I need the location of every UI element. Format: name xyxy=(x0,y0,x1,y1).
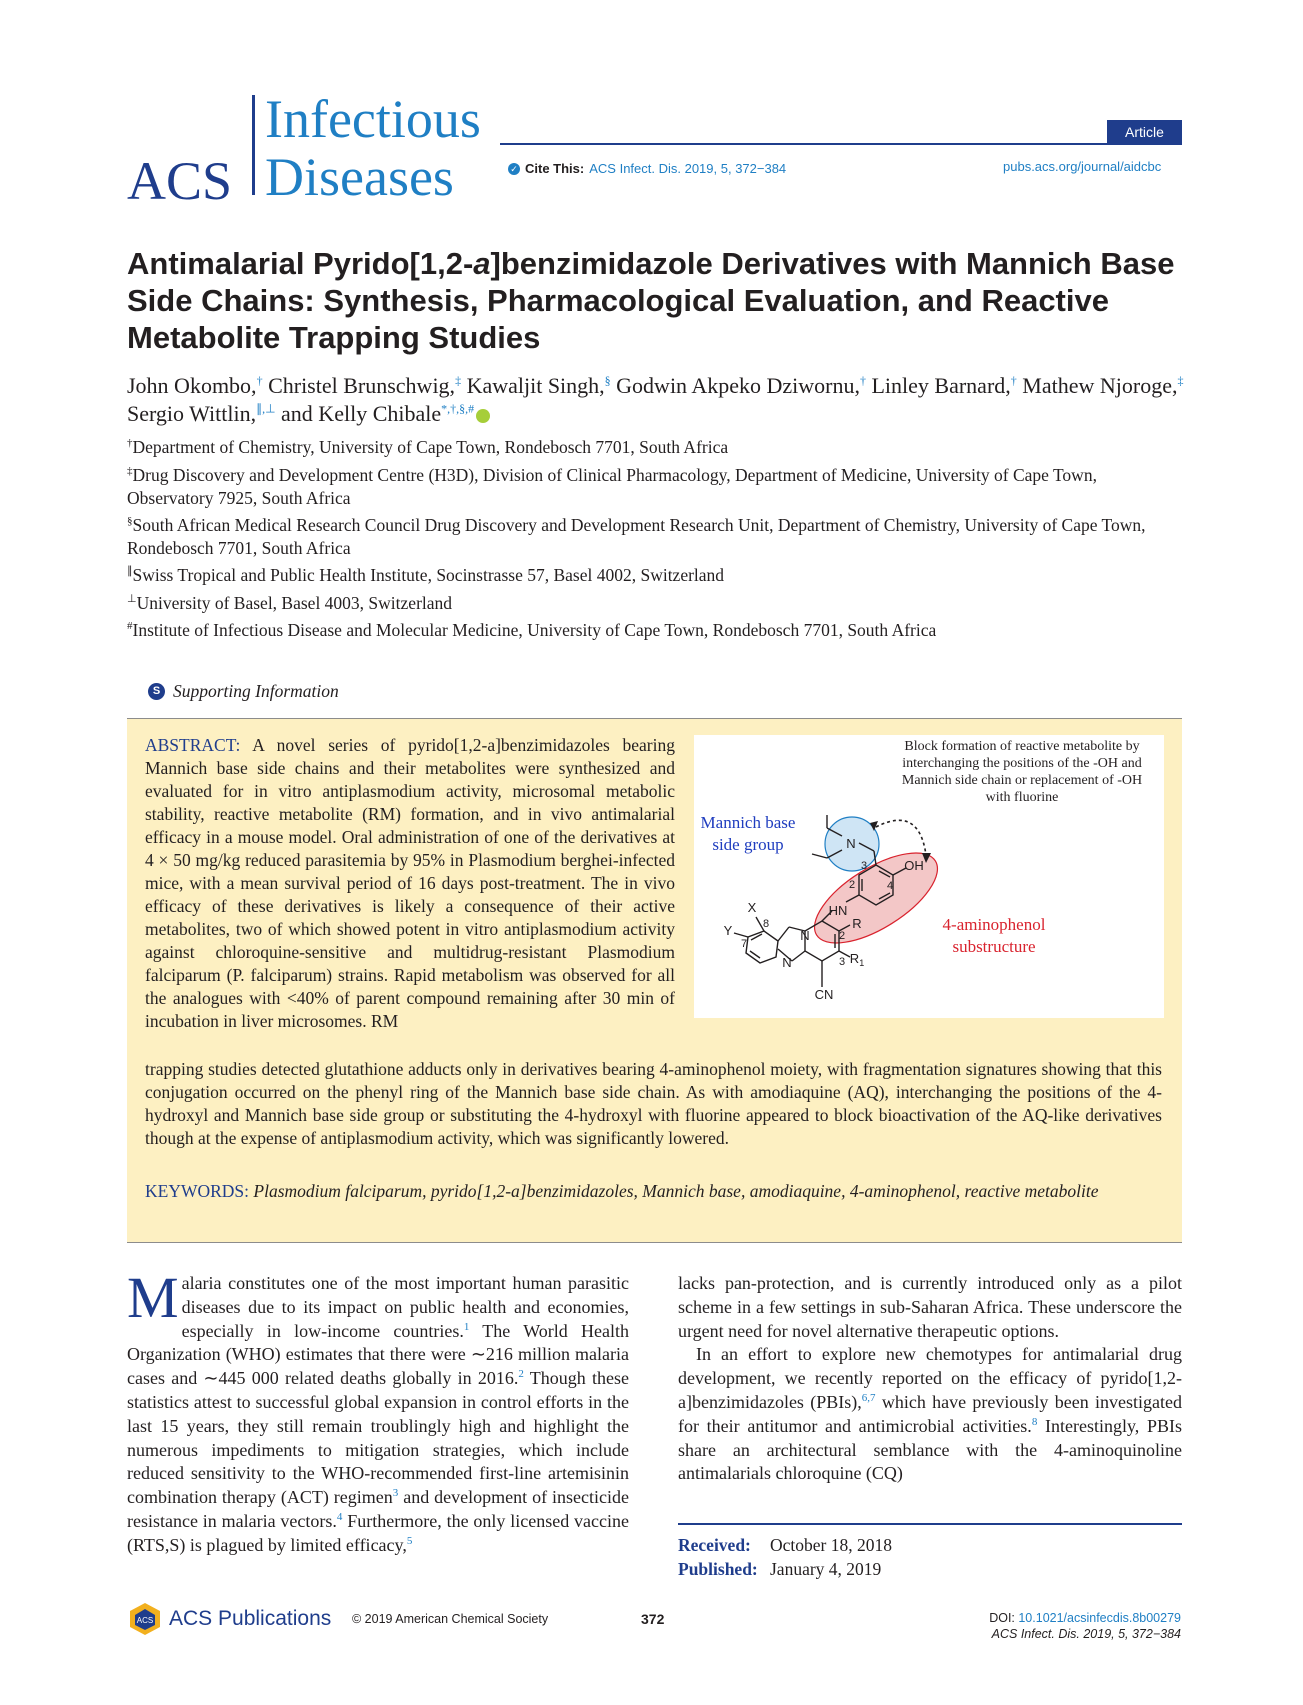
page-number: 372 xyxy=(641,1611,665,1627)
affiliation-text: South African Medical Research Council Drug Discovery and Development Research Unit, Department of Chemistry, University of Cape Town, Rondebosch 7701, South Africa xyxy=(127,515,1146,558)
author-name[interactable]: Godwin Akpeko Dziwornu, xyxy=(616,373,860,398)
received-date: October 18, 2018 xyxy=(770,1535,892,1555)
pos-3a: 3 xyxy=(860,860,868,872)
acs-hexagon-icon xyxy=(127,1601,163,1637)
atom-n-ring: N xyxy=(800,928,810,943)
pos-3b: 3 xyxy=(838,956,846,968)
author-name[interactable]: and Kelly Chibale xyxy=(281,401,442,426)
toc-graphic xyxy=(694,735,1164,1018)
journal-logo-line1: Infectious xyxy=(265,89,481,149)
affiliation-text: Drug Discovery and Development Centre (H3D), Division of Clinical Pharmacology, Department of Medicine, University of Cape Town, Observatory 7925, South Africa xyxy=(127,465,1097,508)
toc-structure-svg xyxy=(694,735,1164,1018)
mannich-label-line1: Mannich base xyxy=(700,813,796,832)
acs-publications-label: ACS Publications xyxy=(169,1607,332,1630)
mannich-label-line2: side group xyxy=(712,835,784,854)
pos-2a: 2 xyxy=(848,879,856,891)
abstract-text-1: A novel series of pyrido[1,2-a]benzimidazoles bearing Mannich base side chains and their metabolites were synthesized and evaluated for in vitro antiplasmodium activity, microsomal metabolic stability, reactive metabolite (RM) formation, and in vivo antimalarial efficacy in a mouse model. Oral administration of one of the derivatives at 4 × 50 mg/kg reduced parasitemia by 95% in Plasmodium berghei-infected mice, with a mean survival period of 16 days post-treatment. The in vivo efficacy of these derivatives is likely a consequence of their active metabolites, two of which showed potent in vitro antiplasmodium activity against chloroquine-sensitive and multidrug-resistant Plasmodium falciparum (P. falciparum) strains. Rapid metabolism was observed for all the analogues with <40% of parent compound remaining after 30 min of incubation in liver microsomes. RM xyxy=(145,735,675,1031)
keywords xyxy=(145,1180,1162,1203)
ref-link[interactable]: 5 xyxy=(406,1534,413,1547)
drop-cap: M xyxy=(127,1265,179,1330)
journal-url-link[interactable]: pubs.acs.org/journal/aidcbc xyxy=(1003,159,1162,174)
dates-rule xyxy=(678,1523,1182,1525)
affiliation xyxy=(127,564,1187,587)
copyright: © 2019 American Chemical Society xyxy=(352,1612,549,1626)
logo-divider xyxy=(252,95,255,195)
atom-hn: HN xyxy=(828,903,848,918)
ref-link[interactable]: 4 xyxy=(336,1510,343,1523)
body-column-left xyxy=(127,1265,630,1558)
body-text: Interestingly, PBIs share an architectural semblance with the 4-aminoquinoline antimalarials chloroquine (CQ) xyxy=(678,1415,1182,1484)
affiliation-text: Swiss Tropical and Public Health Institute, Socinstrasse 57, Basel 4002, Switzerland xyxy=(132,565,725,585)
article-title: Antimalarial Pyrido[1,2-a]benzimidazole Derivatives with Mannich Base Side Chains: Synthesis, Pharmacological Evaluation, and Reactive Metabolite Trapping Studies xyxy=(127,246,1175,355)
affiliation-mark: § xyxy=(127,515,133,528)
author-name[interactable]: Kawaljit Singh, xyxy=(466,373,605,398)
body-text: Furthermore, the only licensed vaccine (RTS,S) is plagued by limited efficacy, xyxy=(127,1510,629,1555)
atom-y: Y xyxy=(723,923,733,938)
toc-caption-line4: with fluorine xyxy=(985,790,1059,805)
affiliation xyxy=(127,514,1187,560)
ref-link[interactable]: 8 xyxy=(1031,1415,1038,1428)
supporting-information-link[interactable] xyxy=(148,681,339,702)
author-name[interactable]: Christel Brunschwig, xyxy=(268,373,456,398)
body-text: In an effort to explore new chemotypes for antimalarial drug development, we recently reported on the efficacy of pyrido[1,2-a]benzimidazoles (PBIs), xyxy=(678,1344,1182,1412)
body-text: and development of insecticide resistance in malaria vectors. xyxy=(127,1487,630,1531)
acs-publications-logo[interactable] xyxy=(127,1601,331,1637)
pos-2b: 2 xyxy=(838,930,846,942)
pos-4: 4 xyxy=(886,880,894,892)
abstract-part1 xyxy=(145,734,675,1033)
header-rule xyxy=(500,143,1182,145)
author-name[interactable]: Mathew Njoroge, xyxy=(1022,373,1178,398)
toc-swap-arrow xyxy=(876,820,926,855)
affiliation xyxy=(127,619,1187,642)
atom-n-ring2: N xyxy=(782,955,792,970)
aminophenol-label-line2: substructure xyxy=(952,937,1036,956)
published-label: Published: xyxy=(678,1559,758,1579)
affiliation-mark: ∥ xyxy=(127,565,133,578)
footer-citation: ACS Infect. Dis. 2019, 5, 372−384 xyxy=(991,1627,1181,1641)
toc-caption-line3: Mannich side chain or replacement of -OH xyxy=(901,773,1143,788)
supporting-info-label: Supporting Information xyxy=(173,681,339,701)
affiliation-text: University of Basel, Basel 4003, Switzerland xyxy=(136,593,453,613)
body-column-right xyxy=(678,1272,1182,1486)
ref-link[interactable]: 2 xyxy=(518,1368,524,1381)
author-affiliation-mark: ‡ xyxy=(1177,373,1184,388)
cite-value[interactable]: ACS Infect. Dis. 2019, 5, 372−384 xyxy=(589,161,787,176)
ref-link[interactable]: 3 xyxy=(392,1487,399,1500)
toc-caption-line2: interchanging the positions of the -OH and xyxy=(902,756,1142,771)
published-date: January 4, 2019 xyxy=(770,1559,882,1579)
cite-this[interactable] xyxy=(508,161,786,176)
ref-link[interactable]: 6,7 xyxy=(861,1391,876,1404)
atom-r1: $R_1$ xyxy=(849,951,865,968)
author-name[interactable]: Sergio Wittlin, xyxy=(127,401,257,426)
abstract-heading: ABSTRACT: xyxy=(145,735,241,755)
author-affiliation-mark: ∥,⊥ xyxy=(256,401,276,416)
pos-8: 8 xyxy=(762,918,770,930)
article-type-badge: Article xyxy=(1107,120,1182,144)
orcid-icon[interactable] xyxy=(476,409,490,423)
abstract-part2: trapping studies detected glutathione adducts only in derivatives bearing 4-aminophenol moiety, with fragmentation signatures showing that this conjugation occurred on the phenyl ring of the Mannich base side chain. As with amodiaquine (AQ), interchanging the positions of the 4-hydroxyl and Mannich base side group or substituting the 4-hydroxyl with fluorine appeared to block bioactivation of the AQ-like derivatives though at the expense of antiplasmodium activity, which was significantly lowered. xyxy=(145,1059,1162,1148)
check-icon: ✓ xyxy=(508,163,520,175)
affiliation-mark: ‡ xyxy=(127,465,133,478)
author-affiliation-mark: ‡ xyxy=(455,373,462,388)
affiliation xyxy=(127,464,1187,510)
article-dates xyxy=(678,1533,892,1581)
author-affiliation-mark: † xyxy=(1010,373,1017,388)
doi-link[interactable]: 10.1021/acsinfecdis.8b00279 xyxy=(1018,1611,1181,1625)
body-paragraph xyxy=(678,1343,1182,1486)
affiliation-text: Institute of Infectious Disease and Molecular Medicine, University of Cape Town, Rondebosch 7701, South Africa xyxy=(132,620,937,640)
affiliation-text: Department of Chemistry, University of Cape Town, Rondebosch 7701, South Africa xyxy=(132,437,729,457)
ref-link[interactable]: 1 xyxy=(463,1320,470,1333)
atom-x: X xyxy=(747,900,757,915)
author-name[interactable]: Linley Barnard, xyxy=(871,373,1011,398)
aminophenol-label-line1: 4-aminophenol xyxy=(942,915,1046,934)
svg-text:ACS: ACS xyxy=(136,1616,154,1625)
author-affiliation-mark: § xyxy=(604,373,611,388)
keywords-heading: KEYWORDS: xyxy=(145,1181,250,1201)
author-affiliation-mark: † xyxy=(859,373,866,388)
keywords-text: Plasmodium falciparum, pyrido[1,2-a]benzimidazoles, Mannich base, amodiaquine, 4-aminophenol, reactive metabolite xyxy=(253,1181,1099,1201)
body-text: alaria constitutes one of the most important human parasitic diseases due to its impact on public health and economies, especially in low-income countries. xyxy=(181,1273,629,1341)
atom-oh: OH xyxy=(904,858,924,873)
toc-caption-line1: Block formation of reactive metabolite by xyxy=(904,739,1140,754)
doi-label: DOI: xyxy=(989,1611,1019,1625)
body-text: Though these statistics attest to successful global expansion in control efforts in the last 15 years, they still remain troublingly high and highlight the numerous impediments to mitigation strategies, which include reduced sensitivity to the WHO-recommended first-line artemisinin combination therapy (ACT) regimen xyxy=(127,1368,629,1508)
body-text: which have previously been investigated for their antitumor and antimicrobial activities. xyxy=(678,1391,1182,1436)
body-paragraph: lacks pan-protection, and is currently introduced only as a pilot scheme in a few settings in sub-Saharan Africa. These underscore the urgent need for novel alternative therapeutic options. xyxy=(678,1273,1182,1341)
author-affiliation-mark: *,†,§,# xyxy=(441,401,475,416)
journal-logo-acs: ACS xyxy=(127,151,233,211)
supporting-info-icon: S xyxy=(148,683,165,700)
affiliation-mark: ⊥ xyxy=(127,593,137,606)
affiliation-mark: # xyxy=(127,620,133,633)
atom-cn: CN xyxy=(814,987,834,1002)
doi-block xyxy=(989,1610,1181,1642)
atom-r: R xyxy=(852,916,862,931)
affiliation xyxy=(127,436,1187,459)
journal-logo-line2: Diseases xyxy=(265,147,454,207)
cite-label: Cite This: xyxy=(525,161,585,176)
author-list xyxy=(127,372,1187,428)
pos-7: 7 xyxy=(740,938,748,950)
author-name[interactable]: John Okombo, xyxy=(127,373,257,398)
affiliation-mark: † xyxy=(127,437,133,450)
author-affiliation-mark: † xyxy=(256,373,263,388)
atom-n: N xyxy=(846,836,856,851)
affiliation xyxy=(127,592,1187,615)
body-text: The World Health Organization (WHO) estimates that there were ∼216 million malaria cases and ∼445 000 related deaths globally in 2016. xyxy=(127,1320,630,1389)
received-label: Received: xyxy=(678,1535,751,1555)
